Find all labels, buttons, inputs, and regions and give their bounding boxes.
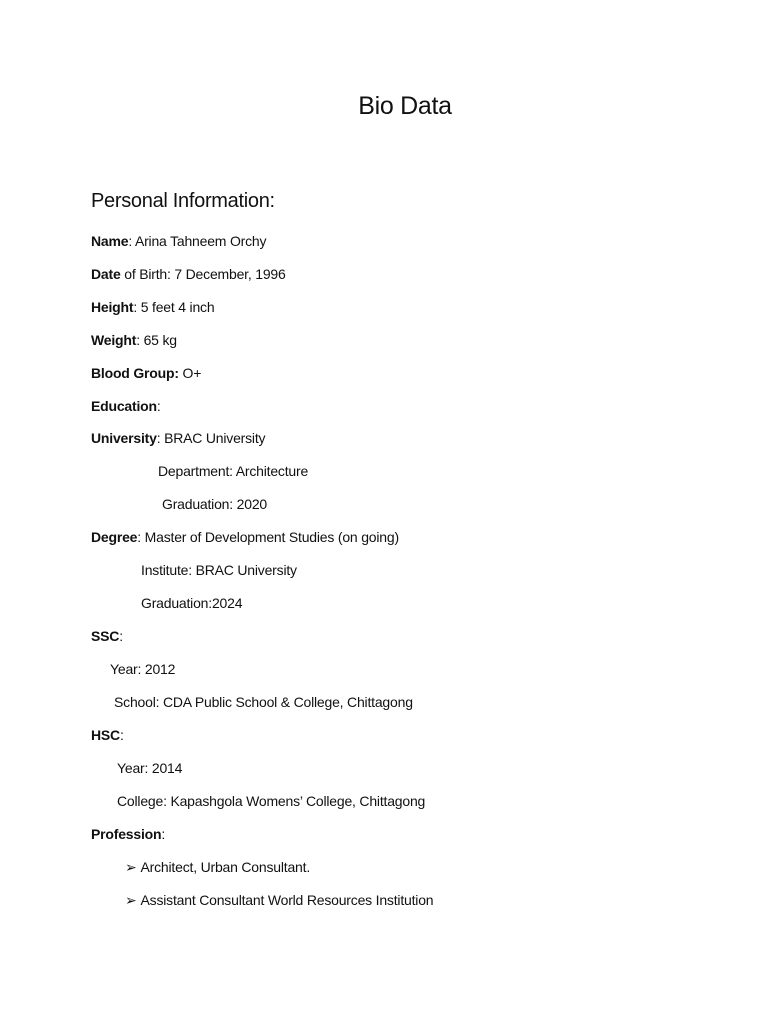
document-title: Bio Data <box>358 92 452 120</box>
hsc-value: : <box>119 727 124 743</box>
university-line <box>91 429 265 447</box>
university-department: Department: Architecture <box>158 463 309 479</box>
dob-line <box>91 265 286 283</box>
height-label: Height <box>91 299 134 315</box>
dob-label: Date <box>91 266 121 282</box>
hsc-line <box>91 726 124 744</box>
hsc-label: HSC <box>91 727 120 743</box>
education-line <box>91 397 161 415</box>
university-label: University <box>91 430 157 446</box>
list-item <box>125 891 433 909</box>
name-label: Name <box>91 233 129 249</box>
university-value: : BRAC University <box>156 430 266 446</box>
profession-value: : <box>161 826 166 842</box>
degree-value: : Master of Development Studies (on going) <box>137 529 399 545</box>
ssc-value: : <box>119 628 123 644</box>
arrow-bullet-icon: ➢ <box>125 892 137 908</box>
profession-item-text: Architect, Urban Consultant. <box>140 859 311 875</box>
profession-line <box>91 825 165 843</box>
ssc-label: SSC <box>91 628 120 644</box>
weight-line <box>91 331 177 349</box>
weight-value: : 65 kg <box>136 332 177 348</box>
blood-group-label: Blood Group: <box>91 365 179 381</box>
ssc-school: School: CDA Public School & College, Chittagong <box>114 694 413 710</box>
university-graduation: Graduation: 2020 <box>162 496 267 512</box>
degree-institute: Institute: BRAC University <box>141 562 297 578</box>
profession-item-text: Assistant Consultant World Resources Institution <box>140 892 434 908</box>
degree-label: Degree <box>91 529 138 545</box>
education-value: : <box>156 398 161 414</box>
height-line <box>91 298 214 316</box>
blood-group-line <box>91 364 201 382</box>
blood-group-value: O+ <box>178 365 202 381</box>
section-heading-personal-info: Personal Information: <box>91 190 275 212</box>
degree-line <box>91 528 399 546</box>
name-value: : Arina Tahneem Orchy <box>128 233 267 249</box>
degree-graduation: Graduation:2024 <box>141 595 243 611</box>
dob-value: of Birth: 7 December, 1996 <box>120 266 286 282</box>
height-value: : 5 feet 4 inch <box>133 299 215 315</box>
ssc-line <box>91 627 123 645</box>
education-label: Education <box>91 398 157 414</box>
ssc-year: Year: 2012 <box>110 661 176 677</box>
name-line <box>91 232 266 250</box>
weight-label: Weight <box>91 332 137 348</box>
hsc-year: Year: 2014 <box>117 760 183 776</box>
list-item <box>125 858 310 876</box>
profession-label: Profession <box>91 826 162 842</box>
hsc-college: College: Kapashgola Womens’ College, Chittagong <box>117 793 426 809</box>
arrow-bullet-icon: ➢ <box>125 859 137 875</box>
